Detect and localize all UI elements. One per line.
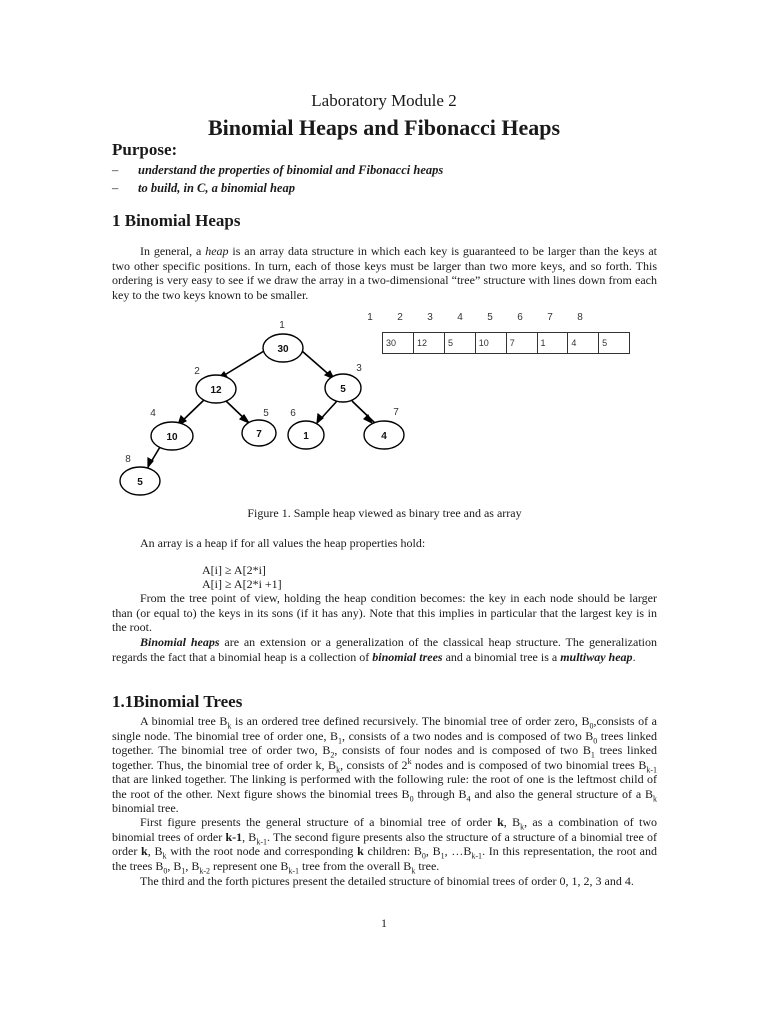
node-index: 3 [356, 363, 362, 374]
term-heap: heap [205, 244, 229, 258]
tree-paragraph: From the tree point of view, holding the heap condition becomes: the key in each node should be larger than (or equal to) the keys in its sons (if it has any). Note that this implies in particular that the largest key is in the root. [112, 591, 657, 634]
intro-paragraph [112, 244, 657, 302]
text-run: is an array data structure in which each key is guaranteed to be larger than the keys at two other specific positions. In turn, each of those keys must be larger than two more keys, and so forth. This ordering is very easy to see if we draw the array in a two-dimensional “tree” structure with lines down from each key to the two keys known to be smaller. [112, 244, 657, 302]
node-index: 6 [290, 408, 296, 419]
array-index: 3 [427, 312, 433, 323]
node-index: 5 [263, 408, 269, 419]
array-index: 1 [367, 312, 373, 323]
text-run: and a binomial tree is a [442, 649, 561, 664]
general-structure-paragraph: First figure presents the general structure of a binomial tree of order k, $B_k$, as a combination of two binomial trees of order k-1, $B_{k-1}$. The second figure presents also the structure of a structure of a binomial tree of order k, $B_k$ with the root node and corresponding k children: $B_0$, $B_1$, $\dots B_{k-1}$. In this representation, the root and the trees $B_0$, $B_1$, $B_{k-2}$ represent one $B_{k-1}$ tree from the overall $B_k$ tree. [112, 815, 657, 875]
array-cell: 1 [537, 333, 568, 354]
purpose-item [112, 181, 295, 196]
page-number: 1 [381, 916, 387, 930]
binomial-paragraph [112, 635, 657, 664]
text-run: . [632, 649, 636, 664]
node-value: 4 [381, 431, 387, 442]
module-subtitle: Laboratory Module 2 [311, 91, 457, 110]
node-index: 4 [150, 408, 156, 419]
subsection-heading: 1.1Binomial Trees [112, 692, 243, 711]
purpose-item-text: understand the properties of binomial and Fibonacci heaps [138, 163, 444, 177]
array-cell: 4 [568, 333, 599, 354]
list-dash: – [112, 163, 119, 177]
node-value: 10 [166, 432, 178, 443]
purpose-item-text: to build, in C, a binomial heap [138, 181, 295, 195]
formula-line: A[i] ≥ A[2*i] [202, 563, 266, 577]
node-index: 2 [194, 366, 200, 377]
array-cell: 30 [383, 333, 414, 354]
purpose-item [112, 163, 443, 178]
term-multiway-heap: multiway heap [560, 649, 633, 664]
page-title: Binomial Heaps and Fibonacci Heaps [207, 115, 561, 140]
array-cell: 7 [506, 333, 537, 354]
node-index: 8 [125, 454, 131, 465]
array-index: 8 [577, 312, 583, 323]
term-binomial-trees: binomial trees [372, 649, 443, 664]
node-index: 7 [393, 407, 399, 418]
binomial-trees-paragraph: A binomial tree $B_k$ is an ordered tree defined recursively. The binomial tree of order zero, $B_0,consists$ of a single node. The binomial tree of order one, $B_1$, consists of a two nodes and is composed of two $B_0$ trees linked together. The binomial tree of order two, $B_2$, consists of four nodes and is composed of two $B_1$ trees linked together. Thus, the binomial tree of order k, $B_k$, consists of 2$^k$ nodes and is composed of two binomial trees $B_{k-1}$ that are linked together. The linking is performed with the following rule: the root of one is the leftmost child of the root of the other. Next figure shows the binomial trees $B_0$ through $B_4$ and also the general structure of a $B_k$ binomial tree. [112, 714, 658, 815]
array-cell: 12 [413, 333, 444, 354]
array-index: 7 [547, 312, 553, 323]
node-value: 5 [340, 384, 346, 395]
node-index: 1 [279, 320, 285, 331]
node-value: 7 [256, 429, 262, 440]
array-cell: 5 [444, 333, 475, 354]
node-value: 5 [137, 477, 143, 488]
array-index: 2 [397, 312, 403, 323]
table-row [383, 333, 630, 354]
array-index: 5 [487, 312, 493, 323]
figure-heap [112, 304, 630, 504]
text-run: In general, a [140, 244, 206, 258]
purpose-heading: Purpose: [112, 140, 178, 159]
array-cell: 10 [475, 333, 506, 354]
text-run: are an extension or a generalization of the classical heap structure. The generalization regards the fact that a binomial heap is a collection of [112, 635, 658, 664]
heap-condition-intro: An array is a heap if for all values the heap properties hold: [140, 536, 426, 550]
array-index: 6 [517, 312, 523, 323]
node-value: 12 [210, 385, 222, 396]
array-cell: 5 [599, 333, 630, 354]
heap-array-table [382, 332, 630, 354]
detail-paragraph: The third and the forth pictures present the detailed structure of binomial trees of order 0, 1, 2, 3 and 4. [140, 874, 634, 888]
heap-tree-diagram [112, 304, 399, 504]
figure-caption: Figure 1. Sample heap viewed as binary tree and as array [247, 506, 522, 520]
node-value: 30 [277, 344, 289, 355]
formula-line: A[i] ≥ A[2*i +1] [202, 577, 282, 591]
section-heading: 1 Binomial Heaps [112, 211, 241, 230]
array-index: 4 [457, 312, 463, 323]
node-value: 1 [303, 431, 309, 442]
term-binomial-heaps: Binomial heaps [140, 635, 220, 649]
list-dash: – [112, 181, 119, 195]
